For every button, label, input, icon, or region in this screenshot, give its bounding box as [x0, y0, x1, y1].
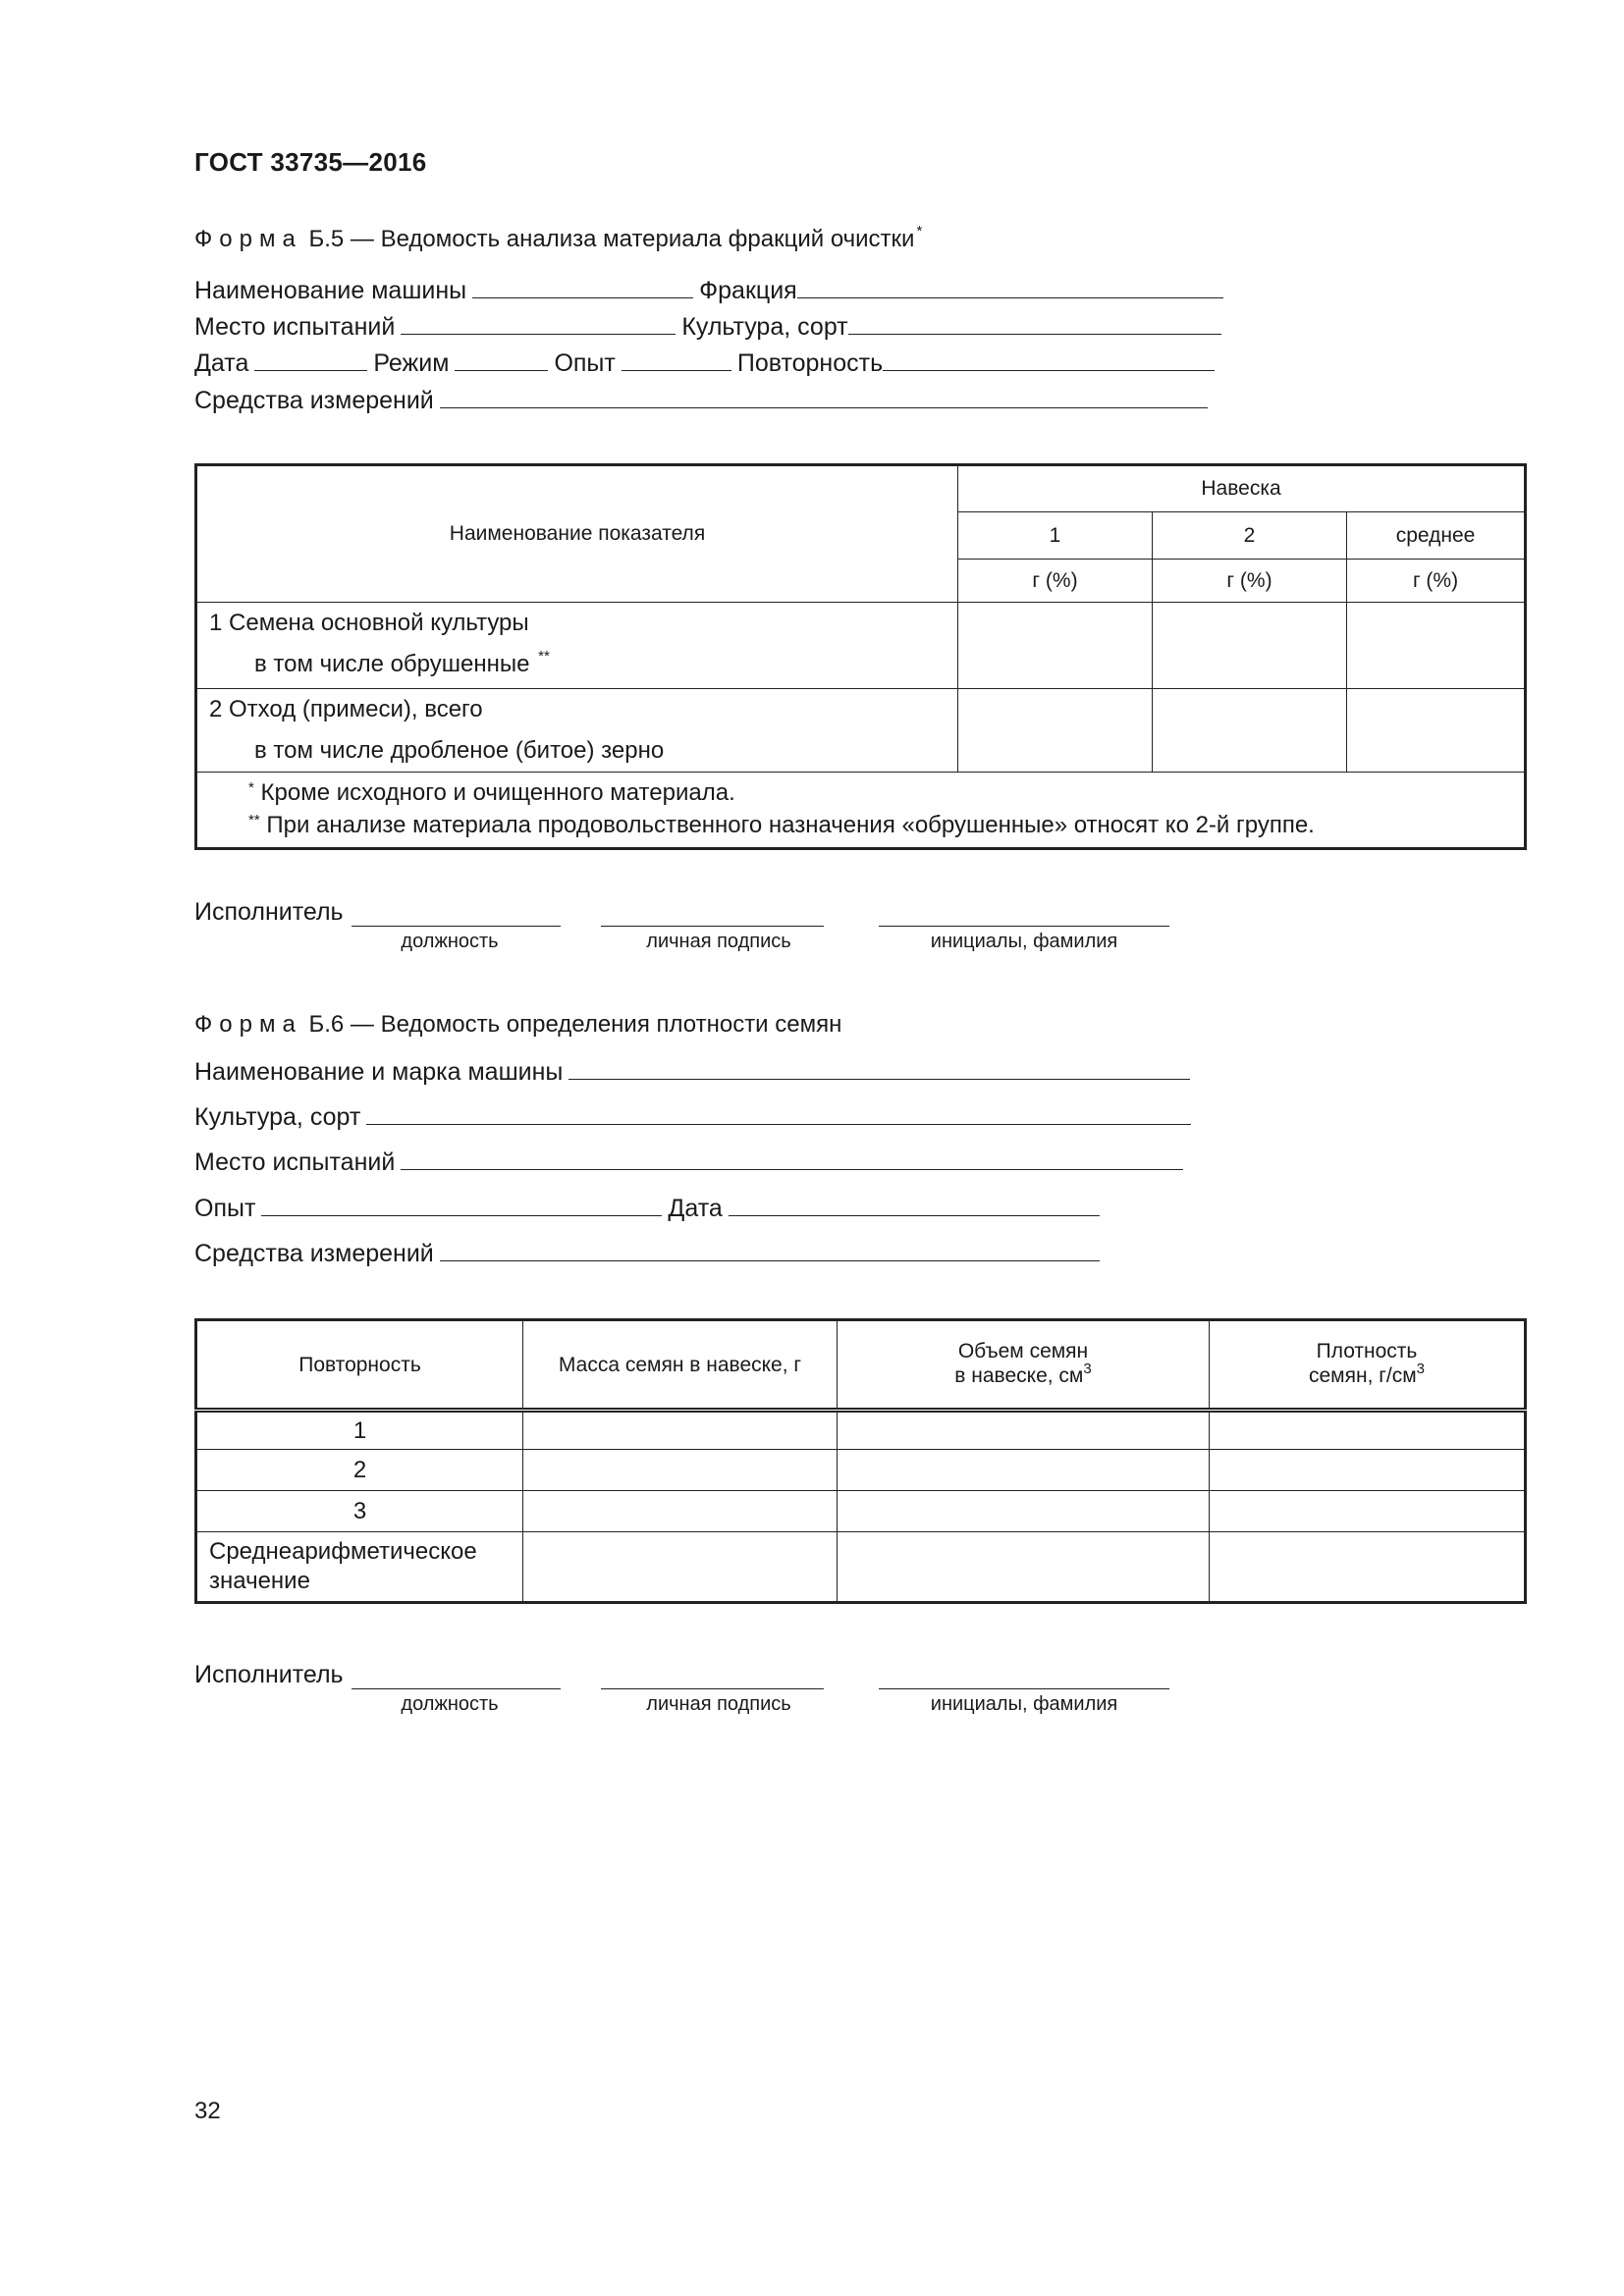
mean-density[interactable]: [1210, 1532, 1526, 1603]
row-2-value-1[interactable]: [958, 689, 1153, 773]
footnote-1-mark: *: [248, 779, 254, 796]
form-b5-fields-row-4: [194, 387, 1214, 415]
initials-caption-2: инициалы, фамилия: [930, 1693, 1118, 1715]
volume-unit-power: 3: [1083, 1361, 1092, 1377]
row-2-mass[interactable]: [523, 1450, 838, 1491]
mode-field[interactable]: [455, 350, 548, 371]
initials-field-1[interactable]: [879, 926, 1169, 927]
instruments-field[interactable]: [440, 388, 1208, 408]
fraction-label: Фракция: [699, 277, 797, 304]
table-row: [196, 1411, 1526, 1450]
document-code: ГОСТ 33735—2016: [194, 147, 427, 177]
form-b5-fields-row-2: [194, 313, 1227, 342]
footnote-2: [246, 811, 1524, 843]
b6-date-label: Дата: [668, 1195, 723, 1222]
form-b5-title-prefix: Форма: [194, 226, 302, 252]
row-1-label: [196, 603, 958, 689]
repetition-2: 2: [196, 1450, 523, 1491]
b6-crop-variety-field[interactable]: [366, 1104, 1191, 1125]
footnote-1-text: Кроме исходного и очищенного материала.: [260, 779, 735, 806]
volume-header: [838, 1320, 1210, 1411]
row-1-volume[interactable]: [838, 1411, 1210, 1450]
form-b6-fields-row-5: [194, 1240, 1106, 1268]
footnote-1: [246, 778, 1524, 811]
b6-crop-variety-label: Культура, сорт: [194, 1103, 361, 1131]
repetition-label: Повторность: [736, 349, 884, 377]
sample-mean-header: среднее: [1347, 512, 1526, 560]
instruments-label: Средства измерений: [194, 387, 434, 414]
form-b5-title-footnote-mark: *: [916, 223, 923, 240]
b6-experiment-field[interactable]: [261, 1196, 662, 1216]
page-number: 32: [194, 2098, 221, 2124]
initials-field-2[interactable]: [879, 1688, 1169, 1689]
volume-header-line-2: [838, 1363, 1209, 1390]
table-footnotes: [196, 773, 1526, 849]
row-2-label: [196, 689, 958, 773]
signature-caption-2: личная подпись: [646, 1693, 791, 1715]
experiment-label: Опыт: [554, 349, 616, 377]
machine-brand-label: Наименование и марка машины: [194, 1058, 564, 1086]
row-1-sub-label: в том числе обрушенные: [254, 651, 530, 677]
density-header-line-1: Плотность: [1316, 1340, 1418, 1362]
date-field[interactable]: [254, 350, 367, 371]
mean-mass[interactable]: [523, 1532, 838, 1603]
crop-variety-label: Культура, сорт: [681, 313, 848, 341]
b6-instruments-field[interactable]: [440, 1241, 1100, 1261]
b6-test-place-field[interactable]: [401, 1149, 1183, 1170]
position-caption-1: должность: [401, 931, 499, 952]
machine-name-field[interactable]: [472, 278, 693, 298]
mode-label: Режим: [373, 349, 450, 377]
row-1-value-2[interactable]: [1153, 603, 1347, 689]
form-b5-fields-row-1: [194, 277, 1229, 305]
repetition-1: 1: [196, 1411, 523, 1450]
form-b6-title-text: Б.6 — Ведомость определения плотности семян: [308, 1011, 842, 1038]
b6-date-field[interactable]: [729, 1196, 1100, 1216]
repetition-header: Повторность: [196, 1320, 523, 1411]
table-row: [196, 1532, 1526, 1603]
density-header: [1210, 1320, 1526, 1411]
density-header-line-2: [1210, 1363, 1524, 1390]
position-field-1[interactable]: [352, 926, 561, 927]
table-row: [196, 1491, 1526, 1532]
footnote-2-text: При анализе материала продовольственного назначения «обрушенные» относят ко 2-й группе.: [266, 812, 1315, 838]
unit-col-1: г (%): [958, 560, 1153, 603]
mass-header: Масса семян в навеске, г: [523, 1320, 838, 1411]
form-b6-table: [194, 1318, 1527, 1604]
sample-header: Навеска: [958, 465, 1526, 512]
repetition-field[interactable]: [883, 350, 1215, 371]
row-2-density[interactable]: [1210, 1450, 1526, 1491]
performer-label-1: Исполнитель: [194, 898, 344, 926]
form-b6-fields-row-4: [194, 1195, 1106, 1223]
row-1-sub-text: [209, 644, 957, 688]
row-3-volume[interactable]: [838, 1491, 1210, 1532]
row-1-sub-footnote-mark: **: [538, 648, 550, 665]
mean-label: [196, 1532, 523, 1603]
form-b5-title: [194, 223, 923, 253]
test-place-label: Место испытаний: [194, 313, 396, 341]
row-2-value-2[interactable]: [1153, 689, 1347, 773]
indicator-header: Наименование показателя: [196, 465, 958, 603]
mean-label-line-2: значение: [209, 1568, 310, 1594]
signature-caption-1: личная подпись: [646, 931, 791, 952]
table-row: [196, 1450, 1526, 1491]
form-b6-fields-row-2: [194, 1103, 1197, 1132]
row-2-value-mean[interactable]: [1347, 689, 1526, 773]
machine-brand-field[interactable]: [568, 1059, 1190, 1080]
test-place-field[interactable]: [401, 314, 676, 335]
row-2-sub-text: в том числе дробленое (битое) зерно: [254, 737, 665, 764]
b6-instruments-label: Средства измерений: [194, 1240, 434, 1267]
row-1-density[interactable]: [1210, 1411, 1526, 1450]
position-field-2[interactable]: [352, 1688, 561, 1689]
row-3-density[interactable]: [1210, 1491, 1526, 1532]
initials-caption-1: инициалы, фамилия: [930, 931, 1118, 952]
row-3-mass[interactable]: [523, 1491, 838, 1532]
mean-volume[interactable]: [838, 1532, 1210, 1603]
density-unit-text: семян, г/см: [1308, 1364, 1417, 1387]
form-b6-title: [194, 1011, 841, 1039]
b6-test-place-label: Место испытаний: [194, 1148, 396, 1176]
form-b5-fields-row-3: [194, 349, 1220, 378]
mean-label-line-1: Среднеарифметическое: [209, 1538, 477, 1565]
row-2-volume[interactable]: [838, 1450, 1210, 1491]
repetition-3: 3: [196, 1491, 523, 1532]
table-row: [196, 689, 1526, 773]
form-b5-table: [194, 463, 1527, 850]
form-b6-fields-row-1: [194, 1058, 1196, 1087]
sample-col-1-header: 1: [958, 512, 1153, 560]
performer-label-2: Исполнитель: [194, 1661, 344, 1688]
signature-field-1[interactable]: [601, 926, 824, 927]
experiment-field[interactable]: [622, 350, 731, 371]
position-caption-2: должность: [401, 1693, 499, 1715]
density-unit-power: 3: [1416, 1361, 1426, 1377]
footnote-2-mark: **: [248, 812, 260, 828]
fraction-field[interactable]: [797, 278, 1223, 298]
machine-name-label: Наименование машины: [194, 277, 467, 304]
unit-col-2: г (%): [1153, 560, 1347, 603]
form-b5-title-text: Б.5 — Ведомость анализа материала фракций очистки: [308, 226, 915, 252]
crop-variety-field[interactable]: [848, 314, 1221, 335]
row-1-main-text: 1 Семена основной культуры: [209, 610, 529, 636]
volume-unit-text: в навеске, см: [954, 1364, 1084, 1387]
b6-experiment-label: Опыт: [194, 1195, 256, 1222]
row-2-main-text: 2 Отход (примеси), всего: [209, 696, 483, 722]
row-1-value-mean[interactable]: [1347, 603, 1526, 689]
unit-col-mean: г (%): [1347, 560, 1526, 603]
table-row: [196, 603, 1526, 689]
row-1-mass[interactable]: [523, 1411, 838, 1450]
signature-field-2[interactable]: [601, 1688, 824, 1689]
form-b6-title-prefix: Форма: [194, 1011, 302, 1038]
row-1-value-1[interactable]: [958, 603, 1153, 689]
sample-col-2-header: 2: [1153, 512, 1347, 560]
date-label: Дата: [194, 349, 249, 377]
volume-header-line-1: Объем семян: [957, 1340, 1089, 1362]
form-b6-fields-row-3: [194, 1148, 1189, 1177]
